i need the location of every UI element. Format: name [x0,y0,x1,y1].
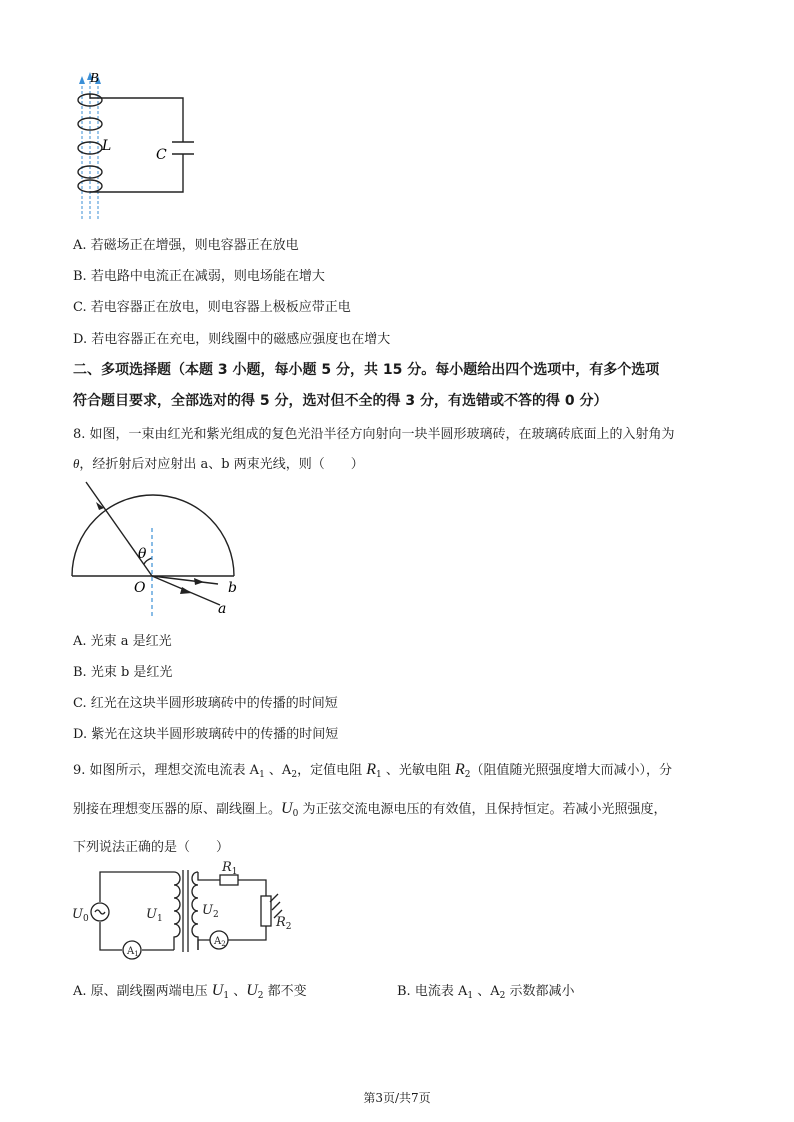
theta-symbol: θ [73,456,80,471]
q9-l1-e: （阻值随光照强度增大而减小），分 [470,763,673,778]
q9-stem-line3: 下列说法正确的是（ ） [73,840,230,855]
ray-a-label: a [218,601,227,617]
q8-stem-line1: 8. 如图，一束由红光和紫光组成的复色光沿半径方向射向一块半圆形玻璃砖，在玻璃砖底面上的入射角为 [73,427,675,442]
q9-l1-r1: R [366,761,376,778]
theta-label: θ [138,546,147,562]
q9-l1-sub2: 2 [291,770,298,780]
q8-option-b: B. 光束 b 是红光 [73,665,173,680]
b-label: B [90,71,99,86]
secondary-coil [192,872,198,950]
u0-label: $U_0$ [72,907,89,924]
q9-opt-b-sub2: 2 [499,991,506,1001]
q8-option-a: A. 光束 a 是红光 [73,634,172,649]
q9-stem-line1 [73,759,672,780]
q8-stem-line2-text: ，经折射后对应射出 a、b 两束光线，则（ ） [79,457,364,472]
u2-label: $U_2$ [202,903,219,920]
q9-option-a [73,980,307,1001]
q7-option-b: B. 若电路中电流正在减弱，则电场能在增大 [73,269,325,284]
q9-opt-b-sep: 、A [473,984,500,999]
r2-label: $R_2$ [276,915,292,932]
a1-label: $A_1$ [127,946,139,958]
q9-opt-a-end: 都不变 [263,984,307,999]
q7-option-a: A. 若磁场正在增强，则电容器正在放电 [73,238,299,253]
light-arrow-2 [272,902,280,910]
q9-l1-b: 、A [264,763,292,778]
q9-l1-r2: R [454,761,465,778]
secondary-wire-top-right [238,880,266,896]
lc-circuit-diagram [60,64,200,224]
q9-opt-a-u1: U [211,982,224,999]
section-heading-line2: 符合题目要求，全部选对的得 5 分，选对但不全的得 3 分，有选错或不答的得 0 分） [73,393,608,409]
q9-opt-a-u1sub: 1 [223,991,230,1001]
l-label: L [102,138,112,154]
q8-option-c: C. 红光在这块半圆形玻璃砖中的传播的时间短 [73,696,338,711]
resistor-r2 [261,896,271,926]
c-label: C [156,147,167,163]
q9-l1-r2sub: 2 [464,770,471,780]
q9-l2-b: 为正弦交流电源电压的有效值，且保持恒定。若减小光照强度， [298,802,667,817]
primary-coil [174,872,180,950]
q9-l2-u: U [281,800,293,817]
q9-opt-a-sep: 、 [229,984,247,999]
q9-l2-a: 别接在理想变压器的原、副线圈上。 [73,802,282,817]
secondary-wire-top-left [198,872,220,880]
q8-option-d: D. 紫光在这块半圆形玻璃砖中的传播的时间短 [73,727,339,742]
u1-label: $U_1$ [146,907,163,924]
page-number-footer: 第3页/共7页 [363,1091,431,1105]
ray-b-label: b [228,580,237,596]
section-heading-line1: 二、多项选择题（本题 3 小题，每小题 5 分，共 15 分。每小题给出四个选项中，有多个选项 [73,362,660,378]
q9-l1-d: 、光敏电阻 [381,763,455,778]
primary-wire-top [100,872,174,902]
q7-option-d: D. 若电容器正在充电，则线圈中的磁感应强度也在增大 [73,332,391,347]
q9-l2-usub: 0 [292,809,299,819]
q9-l1-a: 9. 如图所示，理想交流电流表 A [73,763,260,778]
a2-label: $A_2$ [214,936,226,948]
q9-opt-a-u2sub: 2 [257,991,264,1001]
q9-opt-b-sub1: 1 [467,991,474,1001]
magnetic-field-lines [82,78,98,219]
q9-opt-b-text: B. 电流表 A [397,984,468,999]
q9-opt-a-u2: U [246,982,258,999]
q9-l1-sub1: 1 [259,770,265,780]
q9-l1-r1sub: 1 [375,770,382,780]
q7-option-c: C. 若电容器正在放电，则电容器上极板应带正电 [73,300,351,315]
q9-opt-b-end: 示数都减小 [505,984,575,999]
q9-l1-c: ，定值电阻 [297,763,367,778]
semicircle-glass-diagram [68,478,248,618]
secondary-wire-bottom-left [198,940,210,950]
primary-wire-left-bottom [100,922,122,950]
origin-label: O [134,580,146,596]
q9-option-b [397,980,574,1001]
sine-icon [95,910,105,914]
secondary-wire-bottom-right [228,926,266,940]
q8-stem-line2 [73,453,364,472]
r1-label: $R_1$ [222,860,238,877]
semicircle-arc [72,495,234,576]
transformer-circuit-diagram [70,860,300,965]
q9-opt-a-text: A. 原、副线圈两端电压 [73,984,212,999]
q9-stem-line2 [73,798,666,819]
